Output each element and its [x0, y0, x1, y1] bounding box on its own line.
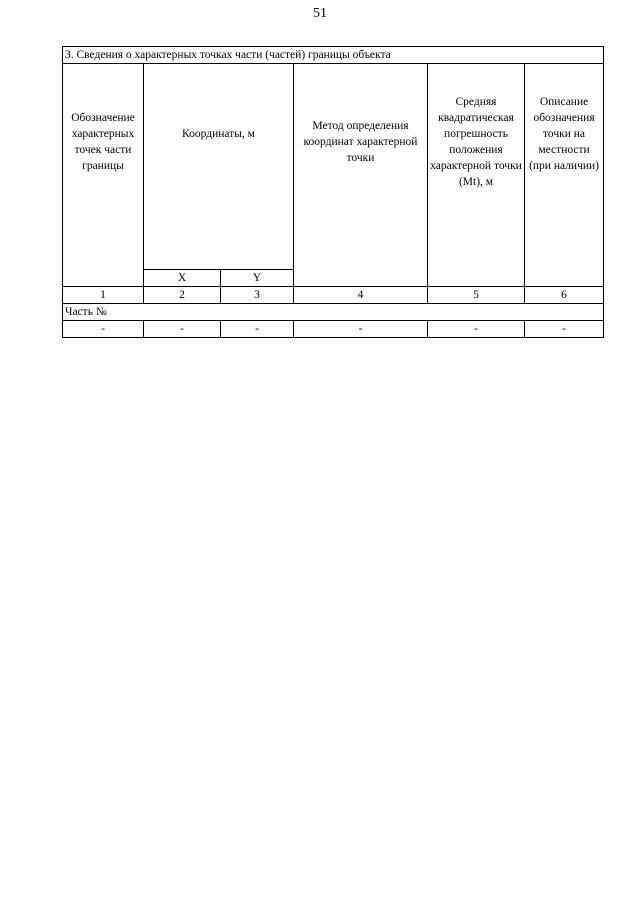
column-number-2: 2	[144, 287, 221, 304]
table-title-row	[63, 47, 604, 64]
header-coordinates: Координаты, м	[144, 64, 294, 270]
table-cell: -	[63, 321, 144, 338]
column-number-6: 6	[525, 287, 604, 304]
table-cell: -	[221, 321, 294, 338]
table-row	[63, 321, 604, 338]
column-number-5: 5	[428, 287, 525, 304]
column-number-4: 4	[294, 287, 428, 304]
table-header-row	[63, 64, 604, 270]
column-number-3: 3	[221, 287, 294, 304]
column-numbers-row	[63, 287, 604, 304]
header-point-designation: Обозначение характерных точек части границы	[63, 64, 144, 287]
table-cell: -	[428, 321, 525, 338]
header-x: X	[144, 270, 221, 287]
page-number: 51	[313, 6, 327, 21]
header-mean-error: Средняя квадратическая погрешность положения характерной точки (Mt), м	[428, 64, 525, 287]
table-cell: -	[294, 321, 428, 338]
part-row	[63, 304, 604, 321]
column-number-1: 1	[63, 287, 144, 304]
boundary-points-table	[62, 46, 604, 338]
header-y: Y	[221, 270, 294, 287]
part-label: Часть №	[63, 304, 604, 321]
table-cell: -	[144, 321, 221, 338]
section-title: 3. Сведения о характерных точках части (частей) границы объекта	[63, 47, 604, 64]
header-description: Описание обозначения точки на местности (при наличии)	[525, 64, 604, 287]
table-cell: -	[525, 321, 604, 338]
header-method: Метод определения координат характерной точки	[294, 64, 428, 287]
